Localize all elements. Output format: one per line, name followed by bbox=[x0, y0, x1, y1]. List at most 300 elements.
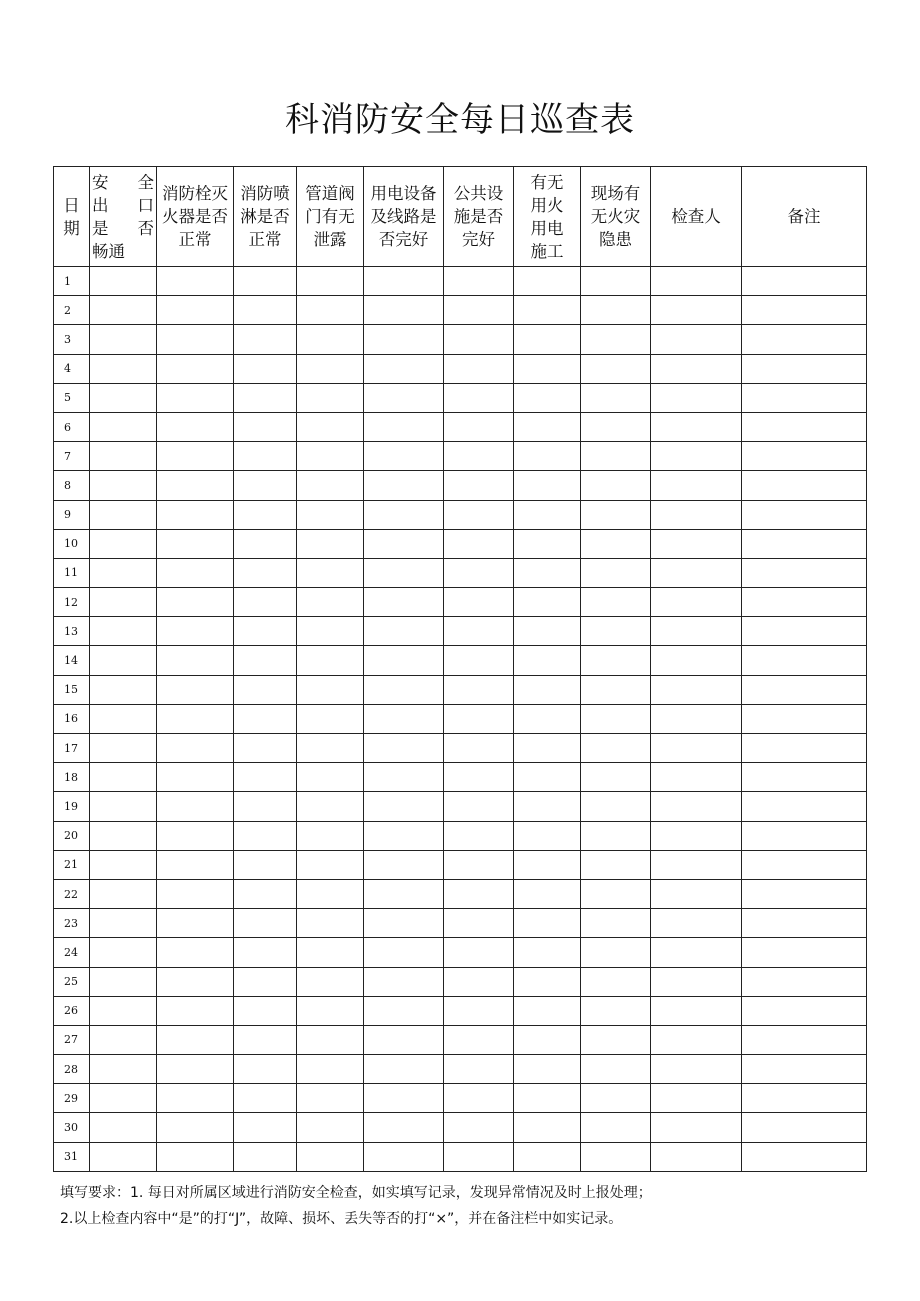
entry-cell[interactable] bbox=[742, 850, 867, 879]
entry-cell[interactable] bbox=[90, 704, 157, 733]
entry-cell[interactable] bbox=[444, 617, 514, 646]
entry-cell[interactable] bbox=[297, 354, 364, 383]
entry-cell[interactable] bbox=[581, 938, 651, 967]
entry-cell[interactable] bbox=[742, 1025, 867, 1054]
entry-cell[interactable] bbox=[581, 442, 651, 471]
entry-cell[interactable] bbox=[651, 267, 742, 296]
entry-cell[interactable] bbox=[514, 967, 581, 996]
entry-cell[interactable] bbox=[651, 1055, 742, 1084]
entry-cell[interactable] bbox=[581, 646, 651, 675]
entry-cell[interactable] bbox=[514, 1055, 581, 1084]
entry-cell[interactable] bbox=[234, 850, 297, 879]
entry-cell[interactable] bbox=[444, 354, 514, 383]
entry-cell[interactable] bbox=[157, 909, 234, 938]
entry-cell[interactable] bbox=[742, 558, 867, 587]
entry-cell[interactable] bbox=[514, 588, 581, 617]
entry-cell[interactable] bbox=[364, 558, 444, 587]
entry-cell[interactable] bbox=[297, 734, 364, 763]
entry-cell[interactable] bbox=[234, 675, 297, 704]
entry-cell[interactable] bbox=[651, 412, 742, 441]
entry-cell[interactable] bbox=[742, 675, 867, 704]
entry-cell[interactable] bbox=[742, 1084, 867, 1113]
entry-cell[interactable] bbox=[514, 325, 581, 354]
entry-cell[interactable] bbox=[651, 325, 742, 354]
entry-cell[interactable] bbox=[90, 412, 157, 441]
entry-cell[interactable] bbox=[364, 1025, 444, 1054]
entry-cell[interactable] bbox=[234, 792, 297, 821]
entry-cell[interactable] bbox=[364, 675, 444, 704]
entry-cell[interactable] bbox=[651, 996, 742, 1025]
entry-cell[interactable] bbox=[297, 938, 364, 967]
entry-cell[interactable] bbox=[444, 529, 514, 558]
entry-cell[interactable] bbox=[581, 412, 651, 441]
entry-cell[interactable] bbox=[157, 763, 234, 792]
entry-cell[interactable] bbox=[581, 792, 651, 821]
entry-cell[interactable] bbox=[651, 792, 742, 821]
entry-cell[interactable] bbox=[364, 792, 444, 821]
entry-cell[interactable] bbox=[90, 529, 157, 558]
entry-cell[interactable] bbox=[514, 763, 581, 792]
entry-cell[interactable] bbox=[157, 879, 234, 908]
entry-cell[interactable] bbox=[651, 646, 742, 675]
entry-cell[interactable] bbox=[364, 267, 444, 296]
entry-cell[interactable] bbox=[514, 734, 581, 763]
entry-cell[interactable] bbox=[157, 938, 234, 967]
entry-cell[interactable] bbox=[514, 442, 581, 471]
entry-cell[interactable] bbox=[742, 267, 867, 296]
entry-cell[interactable] bbox=[651, 675, 742, 704]
entry-cell[interactable] bbox=[581, 529, 651, 558]
entry-cell[interactable] bbox=[157, 821, 234, 850]
entry-cell[interactable] bbox=[297, 442, 364, 471]
entry-cell[interactable] bbox=[234, 558, 297, 587]
entry-cell[interactable] bbox=[742, 529, 867, 558]
entry-cell[interactable] bbox=[364, 1142, 444, 1171]
entry-cell[interactable] bbox=[297, 704, 364, 733]
entry-cell[interactable] bbox=[514, 821, 581, 850]
entry-cell[interactable] bbox=[364, 996, 444, 1025]
entry-cell[interactable] bbox=[581, 471, 651, 500]
entry-cell[interactable] bbox=[234, 704, 297, 733]
entry-cell[interactable] bbox=[651, 821, 742, 850]
entry-cell[interactable] bbox=[157, 675, 234, 704]
entry-cell[interactable] bbox=[157, 967, 234, 996]
entry-cell[interactable] bbox=[651, 938, 742, 967]
entry-cell[interactable] bbox=[234, 325, 297, 354]
entry-cell[interactable] bbox=[514, 617, 581, 646]
entry-cell[interactable] bbox=[364, 909, 444, 938]
entry-cell[interactable] bbox=[364, 821, 444, 850]
entry-cell[interactable] bbox=[651, 383, 742, 412]
entry-cell[interactable] bbox=[742, 967, 867, 996]
entry-cell[interactable] bbox=[514, 675, 581, 704]
entry-cell[interactable] bbox=[234, 763, 297, 792]
entry-cell[interactable] bbox=[742, 1055, 867, 1084]
entry-cell[interactable] bbox=[90, 1055, 157, 1084]
entry-cell[interactable] bbox=[651, 1025, 742, 1054]
entry-cell[interactable] bbox=[157, 996, 234, 1025]
entry-cell[interactable] bbox=[444, 996, 514, 1025]
entry-cell[interactable] bbox=[514, 412, 581, 441]
entry-cell[interactable] bbox=[444, 850, 514, 879]
entry-cell[interactable] bbox=[234, 1113, 297, 1142]
entry-cell[interactable] bbox=[581, 1055, 651, 1084]
entry-cell[interactable] bbox=[581, 1142, 651, 1171]
entry-cell[interactable] bbox=[444, 1142, 514, 1171]
entry-cell[interactable] bbox=[297, 325, 364, 354]
entry-cell[interactable] bbox=[514, 1025, 581, 1054]
entry-cell[interactable] bbox=[297, 996, 364, 1025]
entry-cell[interactable] bbox=[651, 850, 742, 879]
entry-cell[interactable] bbox=[444, 646, 514, 675]
entry-cell[interactable] bbox=[364, 383, 444, 412]
entry-cell[interactable] bbox=[90, 558, 157, 587]
entry-cell[interactable] bbox=[444, 1113, 514, 1142]
entry-cell[interactable] bbox=[297, 296, 364, 325]
entry-cell[interactable] bbox=[234, 938, 297, 967]
entry-cell[interactable] bbox=[90, 967, 157, 996]
entry-cell[interactable] bbox=[581, 909, 651, 938]
entry-cell[interactable] bbox=[742, 821, 867, 850]
entry-cell[interactable] bbox=[297, 675, 364, 704]
entry-cell[interactable] bbox=[90, 675, 157, 704]
entry-cell[interactable] bbox=[581, 296, 651, 325]
entry-cell[interactable] bbox=[581, 734, 651, 763]
entry-cell[interactable] bbox=[157, 325, 234, 354]
entry-cell[interactable] bbox=[742, 588, 867, 617]
entry-cell[interactable] bbox=[444, 1055, 514, 1084]
entry-cell[interactable] bbox=[90, 879, 157, 908]
entry-cell[interactable] bbox=[444, 267, 514, 296]
entry-cell[interactable] bbox=[297, 267, 364, 296]
entry-cell[interactable] bbox=[157, 588, 234, 617]
entry-cell[interactable] bbox=[157, 383, 234, 412]
entry-cell[interactable] bbox=[297, 1025, 364, 1054]
entry-cell[interactable] bbox=[742, 646, 867, 675]
entry-cell[interactable] bbox=[651, 442, 742, 471]
entry-cell[interactable] bbox=[514, 354, 581, 383]
entry-cell[interactable] bbox=[297, 1113, 364, 1142]
entry-cell[interactable] bbox=[651, 704, 742, 733]
entry-cell[interactable] bbox=[90, 996, 157, 1025]
entry-cell[interactable] bbox=[234, 646, 297, 675]
entry-cell[interactable] bbox=[364, 850, 444, 879]
entry-cell[interactable] bbox=[297, 412, 364, 441]
entry-cell[interactable] bbox=[514, 704, 581, 733]
entry-cell[interactable] bbox=[364, 442, 444, 471]
entry-cell[interactable] bbox=[364, 938, 444, 967]
entry-cell[interactable] bbox=[157, 412, 234, 441]
entry-cell[interactable] bbox=[90, 296, 157, 325]
entry-cell[interactable] bbox=[742, 734, 867, 763]
entry-cell[interactable] bbox=[742, 412, 867, 441]
entry-cell[interactable] bbox=[297, 1084, 364, 1113]
entry-cell[interactable] bbox=[364, 704, 444, 733]
entry-cell[interactable] bbox=[234, 354, 297, 383]
entry-cell[interactable] bbox=[234, 1084, 297, 1113]
entry-cell[interactable] bbox=[90, 792, 157, 821]
entry-cell[interactable] bbox=[364, 500, 444, 529]
entry-cell[interactable] bbox=[514, 850, 581, 879]
entry-cell[interactable] bbox=[234, 996, 297, 1025]
entry-cell[interactable] bbox=[581, 675, 651, 704]
entry-cell[interactable] bbox=[90, 588, 157, 617]
entry-cell[interactable] bbox=[364, 1055, 444, 1084]
entry-cell[interactable] bbox=[90, 383, 157, 412]
entry-cell[interactable] bbox=[651, 471, 742, 500]
entry-cell[interactable] bbox=[364, 879, 444, 908]
entry-cell[interactable] bbox=[742, 1113, 867, 1142]
entry-cell[interactable] bbox=[444, 558, 514, 587]
entry-cell[interactable] bbox=[297, 850, 364, 879]
entry-cell[interactable] bbox=[651, 296, 742, 325]
entry-cell[interactable] bbox=[90, 734, 157, 763]
entry-cell[interactable] bbox=[90, 850, 157, 879]
entry-cell[interactable] bbox=[581, 704, 651, 733]
entry-cell[interactable] bbox=[742, 471, 867, 500]
entry-cell[interactable] bbox=[651, 734, 742, 763]
entry-cell[interactable] bbox=[157, 354, 234, 383]
entry-cell[interactable] bbox=[234, 1055, 297, 1084]
entry-cell[interactable] bbox=[514, 529, 581, 558]
entry-cell[interactable] bbox=[297, 967, 364, 996]
entry-cell[interactable] bbox=[444, 792, 514, 821]
entry-cell[interactable] bbox=[234, 821, 297, 850]
entry-cell[interactable] bbox=[234, 383, 297, 412]
entry-cell[interactable] bbox=[444, 734, 514, 763]
entry-cell[interactable] bbox=[157, 471, 234, 500]
entry-cell[interactable] bbox=[234, 296, 297, 325]
entry-cell[interactable] bbox=[444, 442, 514, 471]
entry-cell[interactable] bbox=[742, 1142, 867, 1171]
entry-cell[interactable] bbox=[297, 500, 364, 529]
entry-cell[interactable] bbox=[234, 734, 297, 763]
entry-cell[interactable] bbox=[581, 325, 651, 354]
entry-cell[interactable] bbox=[742, 909, 867, 938]
entry-cell[interactable] bbox=[742, 325, 867, 354]
entry-cell[interactable] bbox=[581, 1025, 651, 1054]
entry-cell[interactable] bbox=[297, 1142, 364, 1171]
entry-cell[interactable] bbox=[90, 354, 157, 383]
entry-cell[interactable] bbox=[297, 588, 364, 617]
entry-cell[interactable] bbox=[651, 1142, 742, 1171]
entry-cell[interactable] bbox=[297, 792, 364, 821]
entry-cell[interactable] bbox=[514, 383, 581, 412]
entry-cell[interactable] bbox=[581, 996, 651, 1025]
entry-cell[interactable] bbox=[651, 529, 742, 558]
entry-cell[interactable] bbox=[157, 296, 234, 325]
entry-cell[interactable] bbox=[157, 646, 234, 675]
entry-cell[interactable] bbox=[514, 471, 581, 500]
entry-cell[interactable] bbox=[444, 675, 514, 704]
entry-cell[interactable] bbox=[234, 588, 297, 617]
entry-cell[interactable] bbox=[742, 296, 867, 325]
entry-cell[interactable] bbox=[651, 763, 742, 792]
entry-cell[interactable] bbox=[157, 850, 234, 879]
entry-cell[interactable] bbox=[651, 354, 742, 383]
entry-cell[interactable] bbox=[581, 383, 651, 412]
entry-cell[interactable] bbox=[742, 354, 867, 383]
entry-cell[interactable] bbox=[297, 617, 364, 646]
entry-cell[interactable] bbox=[444, 821, 514, 850]
entry-cell[interactable] bbox=[742, 996, 867, 1025]
entry-cell[interactable] bbox=[90, 1113, 157, 1142]
entry-cell[interactable] bbox=[90, 1142, 157, 1171]
entry-cell[interactable] bbox=[581, 500, 651, 529]
entry-cell[interactable] bbox=[90, 646, 157, 675]
entry-cell[interactable] bbox=[581, 588, 651, 617]
entry-cell[interactable] bbox=[297, 383, 364, 412]
entry-cell[interactable] bbox=[297, 879, 364, 908]
entry-cell[interactable] bbox=[297, 471, 364, 500]
entry-cell[interactable] bbox=[581, 967, 651, 996]
entry-cell[interactable] bbox=[742, 617, 867, 646]
entry-cell[interactable] bbox=[364, 325, 444, 354]
entry-cell[interactable] bbox=[514, 1084, 581, 1113]
entry-cell[interactable] bbox=[444, 500, 514, 529]
entry-cell[interactable] bbox=[581, 879, 651, 908]
entry-cell[interactable] bbox=[364, 734, 444, 763]
entry-cell[interactable] bbox=[157, 442, 234, 471]
entry-cell[interactable] bbox=[651, 500, 742, 529]
entry-cell[interactable] bbox=[514, 1113, 581, 1142]
entry-cell[interactable] bbox=[297, 763, 364, 792]
entry-cell[interactable] bbox=[364, 1113, 444, 1142]
entry-cell[interactable] bbox=[90, 821, 157, 850]
entry-cell[interactable] bbox=[90, 938, 157, 967]
entry-cell[interactable] bbox=[742, 879, 867, 908]
entry-cell[interactable] bbox=[157, 704, 234, 733]
entry-cell[interactable] bbox=[514, 267, 581, 296]
entry-cell[interactable] bbox=[157, 1113, 234, 1142]
entry-cell[interactable] bbox=[90, 500, 157, 529]
entry-cell[interactable] bbox=[90, 267, 157, 296]
entry-cell[interactable] bbox=[297, 646, 364, 675]
entry-cell[interactable] bbox=[514, 500, 581, 529]
entry-cell[interactable] bbox=[581, 558, 651, 587]
entry-cell[interactable] bbox=[364, 412, 444, 441]
entry-cell[interactable] bbox=[234, 471, 297, 500]
entry-cell[interactable] bbox=[581, 850, 651, 879]
entry-cell[interactable] bbox=[742, 383, 867, 412]
entry-cell[interactable] bbox=[364, 471, 444, 500]
entry-cell[interactable] bbox=[157, 558, 234, 587]
entry-cell[interactable] bbox=[444, 704, 514, 733]
entry-cell[interactable] bbox=[234, 529, 297, 558]
entry-cell[interactable] bbox=[364, 296, 444, 325]
entry-cell[interactable] bbox=[364, 617, 444, 646]
entry-cell[interactable] bbox=[234, 412, 297, 441]
entry-cell[interactable] bbox=[514, 909, 581, 938]
entry-cell[interactable] bbox=[581, 1113, 651, 1142]
entry-cell[interactable] bbox=[90, 1025, 157, 1054]
entry-cell[interactable] bbox=[90, 325, 157, 354]
entry-cell[interactable] bbox=[444, 967, 514, 996]
entry-cell[interactable] bbox=[157, 1084, 234, 1113]
entry-cell[interactable] bbox=[514, 1142, 581, 1171]
entry-cell[interactable] bbox=[364, 967, 444, 996]
entry-cell[interactable] bbox=[364, 763, 444, 792]
entry-cell[interactable] bbox=[444, 1025, 514, 1054]
entry-cell[interactable] bbox=[514, 646, 581, 675]
entry-cell[interactable] bbox=[364, 354, 444, 383]
entry-cell[interactable] bbox=[234, 442, 297, 471]
entry-cell[interactable] bbox=[234, 617, 297, 646]
entry-cell[interactable] bbox=[444, 296, 514, 325]
entry-cell[interactable] bbox=[514, 792, 581, 821]
entry-cell[interactable] bbox=[364, 588, 444, 617]
entry-cell[interactable] bbox=[157, 500, 234, 529]
entry-cell[interactable] bbox=[651, 588, 742, 617]
entry-cell[interactable] bbox=[444, 909, 514, 938]
entry-cell[interactable] bbox=[651, 1113, 742, 1142]
entry-cell[interactable] bbox=[444, 383, 514, 412]
entry-cell[interactable] bbox=[651, 909, 742, 938]
entry-cell[interactable] bbox=[297, 1055, 364, 1084]
entry-cell[interactable] bbox=[234, 1025, 297, 1054]
entry-cell[interactable] bbox=[90, 617, 157, 646]
entry-cell[interactable] bbox=[444, 763, 514, 792]
entry-cell[interactable] bbox=[444, 412, 514, 441]
entry-cell[interactable] bbox=[444, 938, 514, 967]
entry-cell[interactable] bbox=[234, 1142, 297, 1171]
entry-cell[interactable] bbox=[581, 267, 651, 296]
entry-cell[interactable] bbox=[742, 763, 867, 792]
entry-cell[interactable] bbox=[651, 558, 742, 587]
entry-cell[interactable] bbox=[742, 792, 867, 821]
entry-cell[interactable] bbox=[90, 471, 157, 500]
entry-cell[interactable] bbox=[297, 529, 364, 558]
entry-cell[interactable] bbox=[514, 996, 581, 1025]
entry-cell[interactable] bbox=[297, 558, 364, 587]
entry-cell[interactable] bbox=[444, 879, 514, 908]
entry-cell[interactable] bbox=[364, 1084, 444, 1113]
entry-cell[interactable] bbox=[514, 938, 581, 967]
entry-cell[interactable] bbox=[90, 909, 157, 938]
entry-cell[interactable] bbox=[514, 558, 581, 587]
entry-cell[interactable] bbox=[581, 1084, 651, 1113]
entry-cell[interactable] bbox=[444, 588, 514, 617]
entry-cell[interactable] bbox=[234, 909, 297, 938]
entry-cell[interactable] bbox=[157, 792, 234, 821]
entry-cell[interactable] bbox=[234, 500, 297, 529]
entry-cell[interactable] bbox=[234, 879, 297, 908]
entry-cell[interactable] bbox=[651, 967, 742, 996]
entry-cell[interactable] bbox=[651, 879, 742, 908]
entry-cell[interactable] bbox=[234, 967, 297, 996]
entry-cell[interactable] bbox=[444, 325, 514, 354]
entry-cell[interactable] bbox=[234, 267, 297, 296]
entry-cell[interactable] bbox=[581, 821, 651, 850]
entry-cell[interactable] bbox=[651, 1084, 742, 1113]
entry-cell[interactable] bbox=[90, 763, 157, 792]
entry-cell[interactable] bbox=[742, 704, 867, 733]
entry-cell[interactable] bbox=[157, 1025, 234, 1054]
entry-cell[interactable] bbox=[581, 763, 651, 792]
entry-cell[interactable] bbox=[742, 500, 867, 529]
entry-cell[interactable] bbox=[90, 1084, 157, 1113]
entry-cell[interactable] bbox=[514, 296, 581, 325]
entry-cell[interactable] bbox=[444, 1084, 514, 1113]
entry-cell[interactable] bbox=[742, 442, 867, 471]
entry-cell[interactable] bbox=[581, 354, 651, 383]
entry-cell[interactable] bbox=[157, 617, 234, 646]
entry-cell[interactable] bbox=[90, 442, 157, 471]
entry-cell[interactable] bbox=[651, 617, 742, 646]
entry-cell[interactable] bbox=[514, 879, 581, 908]
entry-cell[interactable] bbox=[364, 529, 444, 558]
entry-cell[interactable] bbox=[157, 1142, 234, 1171]
